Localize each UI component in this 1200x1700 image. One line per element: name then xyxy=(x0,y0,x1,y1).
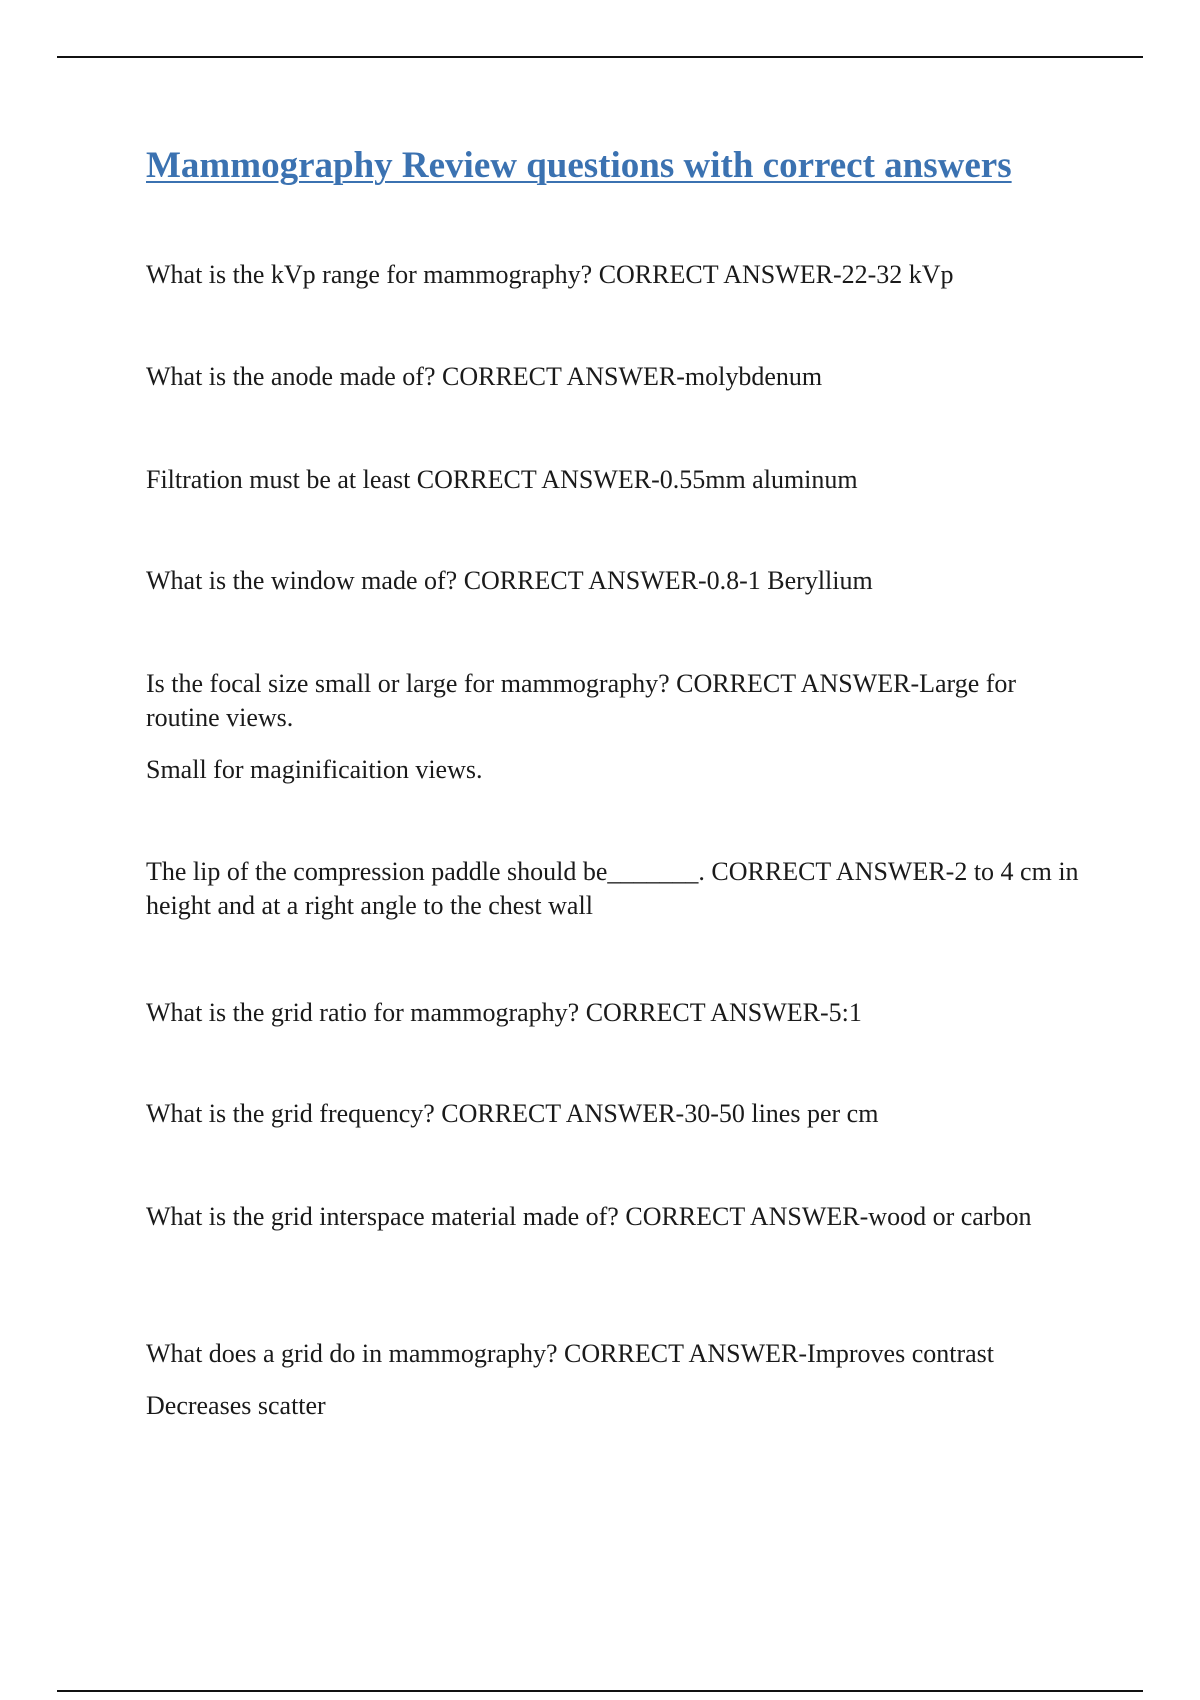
qa-text: What is the window made of? CORRECT ANSWER-0.8-1 Beryllium xyxy=(146,566,873,595)
qa-item-2 xyxy=(146,360,1086,394)
qa-item-7 xyxy=(146,996,1086,1030)
qa-text: The lip of the compression paddle should be_______. CORRECT ANSWER-2 to 4 cm in height and at a right angle to the chest wall xyxy=(146,857,1079,920)
qa-item-5 xyxy=(146,667,1086,787)
qa-extra-text: Small for maginificaition views. xyxy=(146,755,483,784)
qa-item-3 xyxy=(146,463,1086,497)
qa-text: What is the kVp range for mammography? CORRECT ANSWER-22-32 kVp xyxy=(146,260,954,289)
qa-text: Filtration must be at least CORRECT ANSWER-0.55mm aluminum xyxy=(146,465,858,494)
top-divider xyxy=(57,56,1143,58)
qa-text: What is the anode made of? CORRECT ANSWER-molybdenum xyxy=(146,362,823,391)
qa-text: What is the grid ratio for mammography? CORRECT ANSWER-5:1 xyxy=(146,998,862,1027)
qa-item-8 xyxy=(146,1097,1086,1131)
qa-text: What is the grid interspace material made of? CORRECT ANSWER-wood or carbon xyxy=(146,1202,1032,1231)
qa-item-9 xyxy=(146,1200,1086,1234)
qa-text: Is the focal size small or large for mammography? CORRECT ANSWER-Large for routine views. xyxy=(146,669,1017,732)
qa-text: What does a grid do in mammography? CORRECT ANSWER-Improves contrast xyxy=(146,1339,994,1368)
qa-extra-text: Decreases scatter xyxy=(146,1391,326,1420)
qa-text: What is the grid frequency? CORRECT ANSWER-30-50 lines per cm xyxy=(146,1099,879,1128)
qa-item-1 xyxy=(146,258,1086,292)
document-title: Mammography Review questions with correct answers xyxy=(146,145,1012,186)
qa-item-4 xyxy=(146,564,1086,598)
qa-item-10 xyxy=(146,1337,1086,1423)
bottom-divider xyxy=(57,1690,1143,1692)
qa-item-6 xyxy=(146,855,1086,923)
document-body xyxy=(146,140,1086,1420)
